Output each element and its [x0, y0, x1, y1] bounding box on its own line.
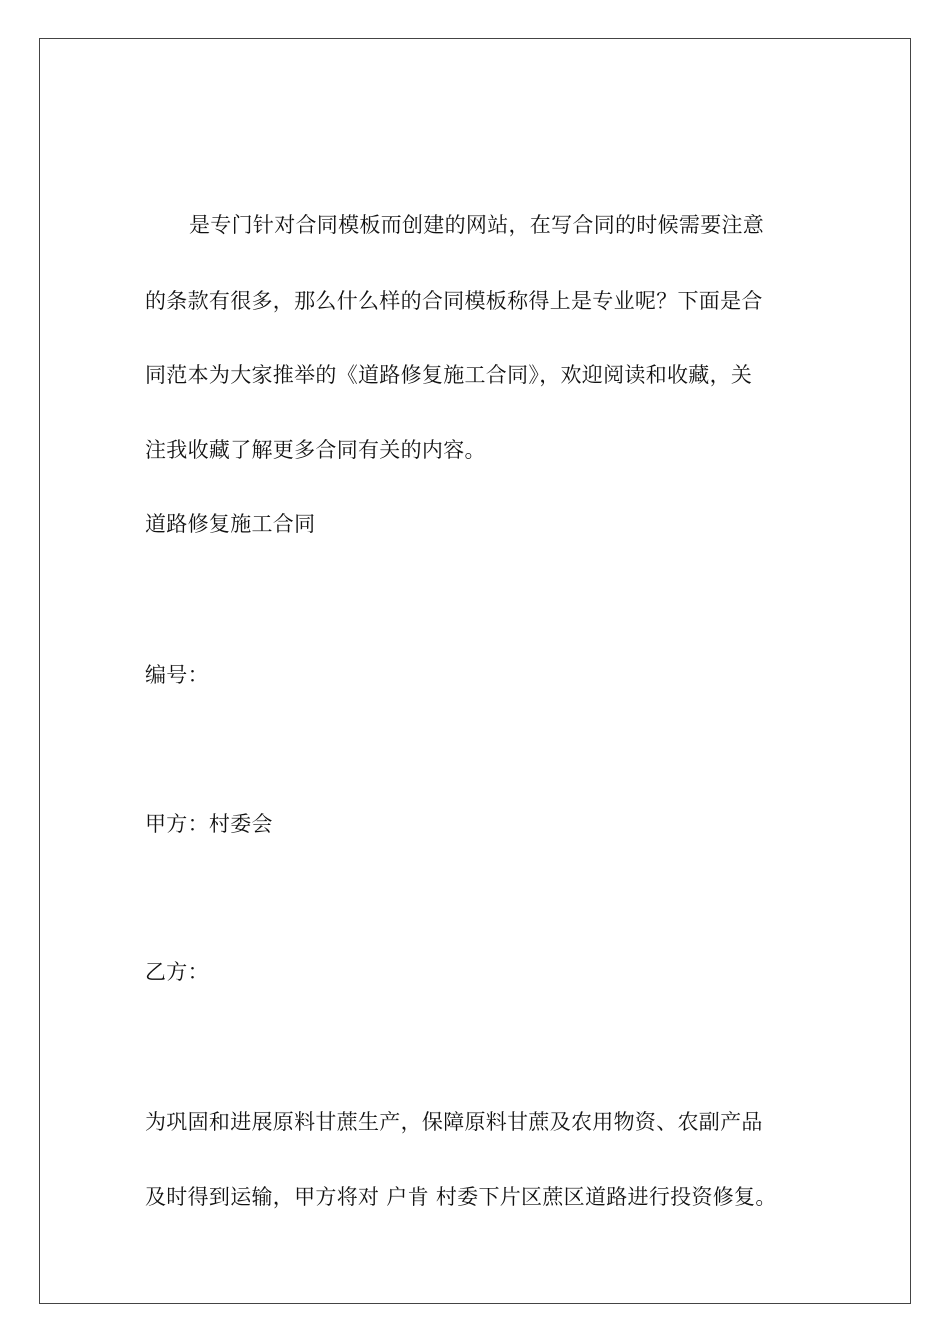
intro-line-2: 的条款有很多，那么什么样的合同模板称得上是专业呢？下面是合 — [145, 289, 763, 313]
body-line-1: 为巩固和进展原料甘蔗生产，保障原料甘蔗及农用物资、农副产品 — [145, 1110, 763, 1134]
body-line-2: 及时得到运输，甲方将对 户肯 村委下片区蔗区道路进行投资修复。 — [145, 1185, 777, 1209]
intro-line-3: 同范本为大家推举的《道路修复施工合同》，欢迎阅读和收藏，关 — [145, 363, 753, 387]
contract-title: 道路修复施工合同 — [145, 512, 316, 536]
party-a: 甲方：村委会 — [145, 812, 273, 836]
intro-line-1: 是专门针对合同模板而创建的网站，在写合同的时候需要注意 — [189, 213, 765, 237]
party-b: 乙方： — [145, 960, 209, 984]
intro-line-4: 注我收藏了解更多合同有关的内容。 — [145, 438, 486, 462]
contract-number-label: 编号： — [145, 663, 209, 687]
